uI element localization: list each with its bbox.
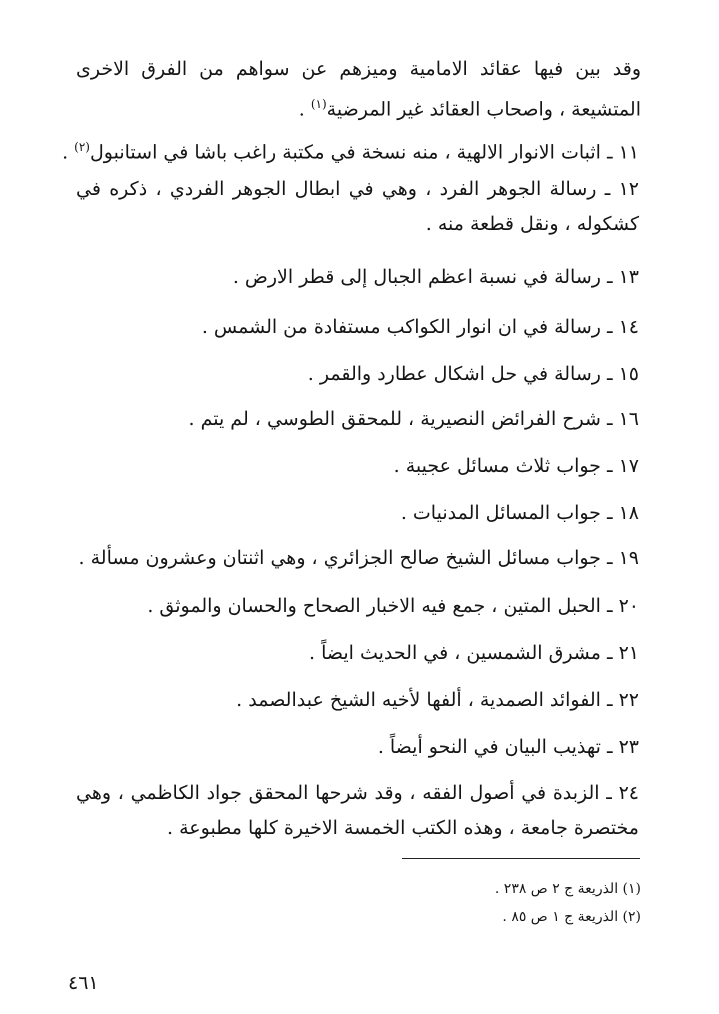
footnote-ref-2: (٢) bbox=[74, 140, 90, 154]
list-item-13 bbox=[233, 264, 639, 290]
intro-text: وقد بين فيها عقائد الامامية وميزهم عن سواهم من الفرق الاخرى المتشيعة ، واصحاب العقائد غير المرضية bbox=[76, 58, 641, 121]
list-item-23 bbox=[378, 734, 639, 760]
footnote-1 bbox=[495, 879, 641, 899]
list-item-text: ١١ ـ اثبات الانوار الالهية ، منه نسخة في مكتبة راغب باشا في استانبول bbox=[89, 141, 639, 164]
intro-paragraph bbox=[76, 52, 641, 127]
list-item-text: ١٣ ـ رسالة في نسبة اعظم الجبال إلى قطر الارض . bbox=[232, 266, 639, 288]
footnote-ref-1: (١) bbox=[310, 97, 327, 111]
footnote-text: (٢) الذريعة ج ١ ص ٨٥ . bbox=[502, 909, 641, 925]
list-item-19 bbox=[79, 545, 639, 571]
page-number: ٤٦١ bbox=[68, 972, 99, 994]
list-item-20 bbox=[147, 593, 639, 619]
list-item-text: ١٧ ـ جواب ثلاث مسائل عجيبة . bbox=[393, 455, 639, 477]
list-item-end: . bbox=[62, 141, 75, 164]
list-item-text: ١٥ ـ رسالة في حل اشكال عطارد والقمر . bbox=[307, 363, 639, 385]
list-item-14 bbox=[202, 314, 639, 340]
list-item-22 bbox=[236, 687, 639, 713]
list-item-text: ٢٠ ـ الحبل المتين ، جمع فيه الاخبار الصحاح والحسان والموثق . bbox=[147, 595, 639, 617]
footnote-divider bbox=[402, 858, 640, 859]
list-item-11 bbox=[62, 134, 639, 165]
list-item-text: ١٤ ـ رسالة في ان انوار الكواكب مستفادة من الشمس . bbox=[201, 316, 639, 338]
list-item-text: ١٩ ـ جواب مسائل الشيخ صالح الجزائري ، وهي اثنتان وعشرون مسألة . bbox=[78, 547, 639, 569]
footnote-2 bbox=[502, 907, 641, 927]
intro-end: . bbox=[298, 98, 311, 121]
list-item-12 bbox=[76, 172, 639, 242]
list-item-text: ٢٤ ـ الزبدة في أصول الفقه ، وقد شرحها المحقق جواد الكاظمي ، وهي مختصرة جامعة ، وهذه الكتب الخمسة الاخيرة كلها مطبوعة . bbox=[76, 782, 639, 839]
footnote-text: (١) الذريعة ج ٢ ص ٢٣٨ . bbox=[494, 881, 641, 897]
list-item-16 bbox=[189, 406, 639, 432]
list-item-text: ١٨ ـ جواب المسائل المدنيات . bbox=[400, 502, 639, 524]
list-item-text: ٢١ ـ مشرق الشمسين ، في الحديث ايضاً . bbox=[309, 642, 639, 664]
list-item-24 bbox=[76, 776, 639, 846]
list-item-text: ١٢ ـ رسالة الجوهر الفرد ، وهي في ابطال الجوهر الفردي ، ذكره في كشكوله ، ونقل قطعة منه . bbox=[76, 178, 639, 235]
list-item-21 bbox=[309, 640, 639, 666]
list-item-15 bbox=[308, 361, 639, 387]
list-item-text: ٢٢ ـ الفوائد الصمدية ، ألفها لأخيه الشيخ عبدالصمد . bbox=[236, 689, 639, 711]
list-item-text: ١٦ ـ شرح الفرائض النصيرية ، للمحقق الطوسي ، لم يتم . bbox=[188, 408, 639, 430]
list-item-text: ٢٣ ـ تهذيب البيان في النحو أيضاً . bbox=[377, 736, 639, 758]
list-item-17 bbox=[394, 453, 639, 479]
list-item-18 bbox=[401, 500, 639, 526]
